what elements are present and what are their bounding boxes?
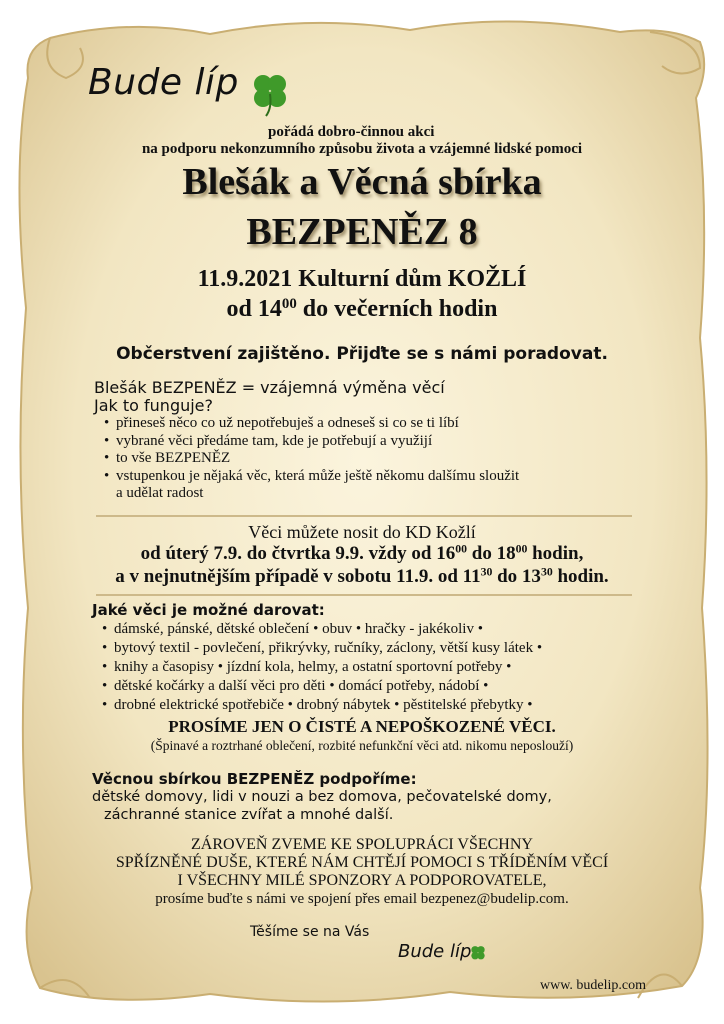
list-item: • vybrané věci předáme tam, kde je potřebují a využijí <box>104 433 684 451</box>
divider <box>96 594 632 596</box>
list-item: • drobné elektrické spotřebiče • drobný nábytek • pěstitelské přebytky • <box>102 696 692 715</box>
divider <box>96 515 632 517</box>
invite-line-1: ZÁROVEŇ ZVEME KE SPOLUPRÁCI VŠECHNY <box>191 836 533 853</box>
how-definition: Blešák BEZPENĚZ = vzájemná výměna věcí <box>94 378 445 397</box>
support-line-2: záchranné stanice zvířat a mnohé další. <box>104 807 394 823</box>
invite-line-3: I VŠECHNY MILÉ SPONZORY A PODPOROVATELE, <box>177 872 547 889</box>
list-item: • vstupenkou je nějaká věc, která může ještě někomu dalšímu sloužit <box>104 468 684 486</box>
invite-contact-line: prosíme buďte s námi ve spojení přes email bezpenez@budelip.com. <box>155 891 569 907</box>
organizer-line-1: pořádá dobro-činnou akci <box>268 124 435 140</box>
refreshment-text: Občerstvení zajištěno. Přijďte se s námi poradovat. <box>116 344 608 364</box>
how-list <box>104 415 684 503</box>
drop-off-line-2: a v nejnutnějším případě v sobotu 11.9. od $11^{30}$ do $13^{30}$ hodin. <box>115 565 609 587</box>
list-item: • přineseš něco co už nepotřebuješ a odneseš si co se ti líbí <box>104 415 684 433</box>
support-line-1: dětské domovy, lidi v nouzi a bez domova, pečovatelské domy, <box>92 789 552 805</box>
list-item: • to vše BEZPENĚZ <box>104 450 684 468</box>
event-subtitle: BEZPENĚZ 8 <box>246 211 478 253</box>
drop-off-intro: Věci můžete nosit do KD Kožlí <box>248 522 476 542</box>
support-heading: Věcnou sbírkou BEZPENĚZ podpoříme: <box>92 770 417 788</box>
damaged-items-note: (Špinavé a roztrhané oblečení, rozbité nefunkční věci atd. nikomu neposlouží) <box>150 738 574 753</box>
four-leaf-clover-icon <box>246 70 294 118</box>
logo-text: Bude líp <box>88 62 239 103</box>
please-clean-notice: PROSÍME JEN O ČISTÉ A NEPOŠKOZENÉ VĚCI. <box>168 717 556 736</box>
event-title: Blešák a Věcná sbírka <box>182 161 542 203</box>
drop-off-line-1: od úterý 7.9. do čtvrtka 9.9. vždy od $16^{00}$ do $18^{00}$ hodin, <box>140 542 584 564</box>
list-item-continuation: a udělat radost <box>116 485 204 501</box>
invite-line-2: SPŘÍZNĚNÉ DUŠE, KTERÉ NÁM CHTĚJÍ POMOCI S TŘÍDĚNÍM VĚCÍ <box>115 854 609 871</box>
organizer-line-2: na podporu nekonzumního způsobu života a vzájemné lidské pomoci <box>141 141 583 157</box>
four-leaf-clover-icon <box>468 944 488 964</box>
event-time: od $14^{00}$ do večerních hodin <box>226 295 498 322</box>
event-date-place: 11.9.2021 Kulturní dům KOŽLÍ <box>197 266 527 292</box>
footer-logo-text: Bude líp <box>398 941 472 962</box>
closing-text: Těšíme se na Vás <box>250 924 370 940</box>
list-item: • bytový textil - povlečení, přikrývky, ručníky, záclony, větší kusy látek • <box>102 639 692 658</box>
donate-list <box>102 620 692 715</box>
list-item: • dámské, pánské, dětské oblečení • obuv • hračky - jakékoliv • <box>102 620 692 639</box>
donate-heading: Jaké věci je možné darovat: <box>92 601 325 619</box>
list-item: • knihy a časopisy • jízdní kola, helmy, a ostatní sportovní potřeby • <box>102 658 692 677</box>
website-text: www. budelip.com <box>540 978 647 993</box>
list-item: • dětské kočárky a další věci pro děti • domácí potřeby, nádobí • <box>102 677 692 696</box>
how-question: Jak to funguje? <box>94 396 214 415</box>
